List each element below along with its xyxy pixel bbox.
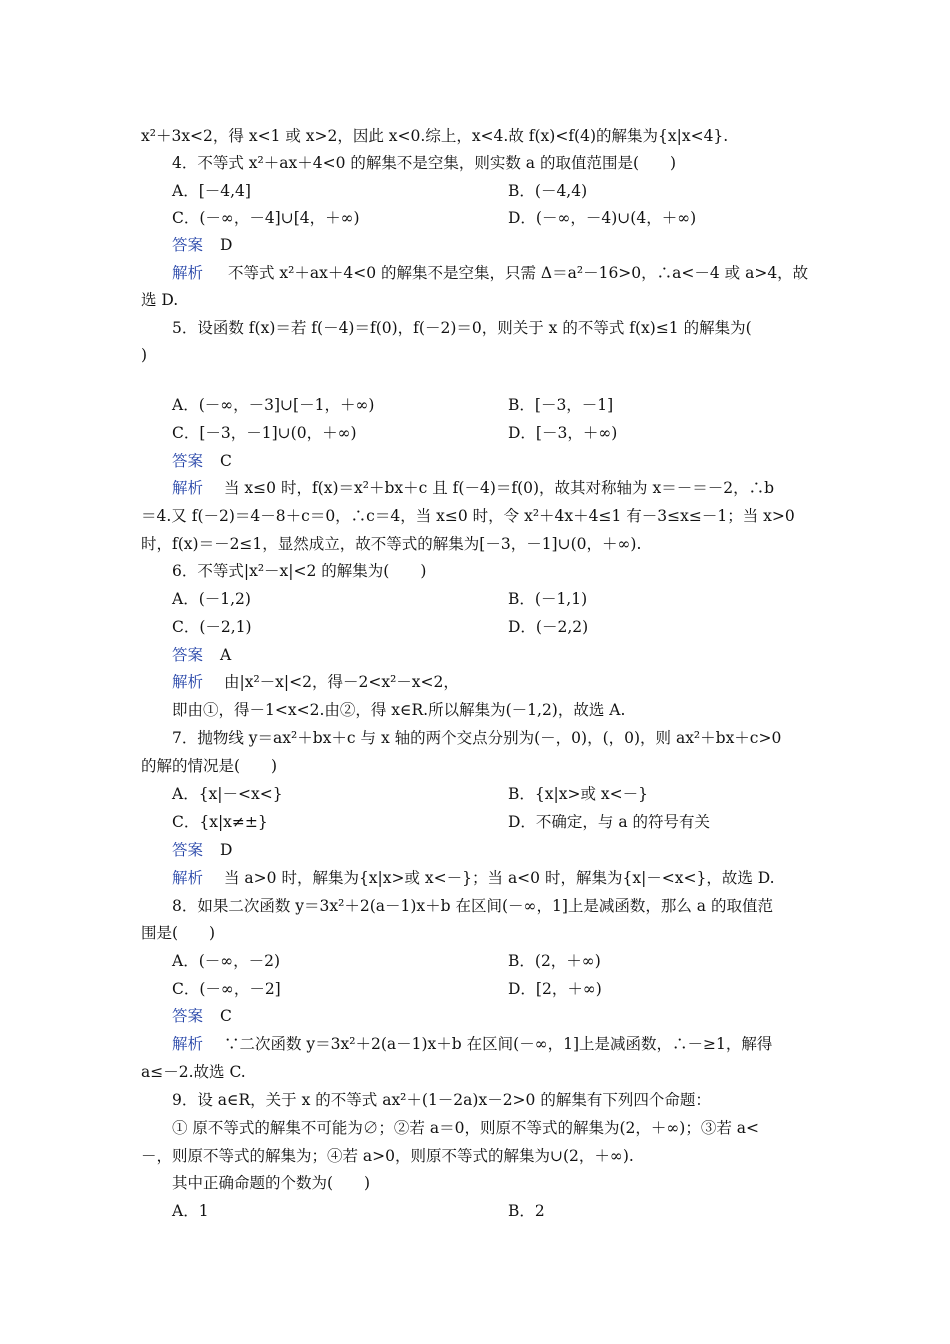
text-line: ) [141, 346, 148, 364]
option-d: D．不确定，与 a 的符号有关 [508, 813, 711, 831]
analysis-label: 解析 [172, 479, 204, 497]
option-c: C．{x|x≠±} [172, 813, 268, 831]
option-b: B．(－4,4) [508, 182, 588, 200]
text-line: 围是( ) [141, 924, 216, 942]
option-c: C．(－2,1) [172, 618, 252, 636]
option-d: D．[－3，＋∞) [508, 424, 618, 442]
option-a: A．(－∞，－3]∪[－1，＋∞) [172, 396, 375, 414]
option-c: C．[－3，－1]∪(0，＋∞) [172, 424, 357, 442]
analysis-text: 不等式 x²＋ax＋4<0 的解集不是空集，只需 Δ＝a²－16>0，∴a<－4 或 a>4，故 [228, 264, 809, 282]
question-9: 9．设 a∈R，关于 x 的不等式 ax²＋(1－2a)x－2>0 的解集有下列四个命题： [172, 1091, 711, 1109]
option-a: A．{x|－<x<} [172, 785, 283, 803]
analysis-text: 由|x²－x|<2，得－2<x²－x<2， [224, 673, 459, 691]
text-line: ① 原不等式的解集不可能为∅；②若 a＝0，则原不等式的解集为(2，＋∞)；③若 a< [172, 1119, 759, 1137]
option-a: A．(－∞，－2) [172, 952, 281, 970]
option-c: C．(－∞，－2] [172, 980, 281, 998]
option-b: B．2 [508, 1202, 545, 1220]
answer-label: 答案 [172, 452, 204, 470]
analysis-label: 解析 [172, 673, 204, 691]
question-4: 4．不等式 x²＋ax＋4<0 的解集不是空集，则实数 a 的取值范围是( ) [172, 154, 677, 172]
text-line: x²＋3x<2，得 x<1 或 x>2，因此 x<0.综上，x<4.故 f(x)<f(4)的解集为{x|x<4}. [141, 127, 729, 145]
text-line: a≤－2.故选 C. [141, 1063, 246, 1081]
answer-value: C [220, 1007, 232, 1025]
option-b: B．[－3，－1] [508, 396, 614, 414]
option-b: B．(2，＋∞) [508, 952, 601, 970]
text-line: 时，f(x)＝－2≤1，显然成立，故不等式的解集为[－3，－1]∪(0，＋∞). [141, 535, 642, 553]
option-d: D．[2，＋∞) [508, 980, 602, 998]
option-a: A．(－1,2) [172, 590, 251, 608]
answer-label: 答案 [172, 841, 204, 859]
option-a: A．[－4,4] [172, 182, 251, 200]
analysis-label: 解析 [172, 264, 204, 282]
option-a: A．1 [172, 1202, 209, 1220]
text-line: 其中正确命题的个数为( ) [172, 1174, 371, 1192]
option-b: B．(－1,1) [508, 590, 588, 608]
option-d: D．(－∞，－4)∪(4，＋∞) [508, 209, 697, 227]
answer-label: 答案 [172, 1007, 204, 1025]
question-5: 5．设函数 f(x)＝若 f(－4)＝f(0)，f(－2)＝0，则关于 x 的不等式 f(x)≤1 的解集为( [172, 319, 752, 337]
answer-value: D [220, 841, 233, 859]
text-line: 的解的情况是( ) [141, 757, 278, 775]
analysis-text: 当 a>0 时，解集为{x|x>或 x<－}；当 a<0 时，解集为{x|－<x<}，故选 D. [224, 869, 775, 887]
analysis-label: 解析 [172, 869, 204, 887]
answer-label: 答案 [172, 236, 204, 254]
answer-value: D [220, 236, 233, 254]
text-line: ＝4.又 f(－2)＝4－8＋c＝0，∴c＝4，当 x≤0 时，令 x²＋4x＋4≤1 有－3≤x≤－1；当 x>0 [141, 507, 795, 525]
text-line: －，则原不等式的解集为；④若 a>0，则原不等式的解集为∪(2，＋∞). [141, 1147, 634, 1165]
option-b: B．{x|x>或 x<－} [508, 785, 648, 803]
answer-value: A [220, 646, 232, 664]
analysis-text: 当 x≤0 时，f(x)＝x²＋bx＋c 且 f(－4)＝f(0)，故其对称轴为 x＝－＝－2，∴b [224, 479, 775, 497]
option-d: D．(－2,2) [508, 618, 589, 636]
question-7: 7．抛物线 y＝ax²＋bx＋c 与 x 轴的两个交点分别为(－，0)，(，0)，则 ax²＋bx＋c>0 [172, 729, 782, 747]
analysis-label: 解析 [172, 1035, 204, 1053]
text-line: 选 D. [141, 291, 179, 309]
analysis-text: ∵二次函数 y＝3x²＋2(a－1)x＋b 在区间(－∞，1]上是减函数，∴－≥1，解得 [224, 1035, 773, 1053]
answer-label: 答案 [172, 646, 204, 664]
question-6: 6．不等式|x²－x|<2 的解集为( ) [172, 562, 427, 580]
text-line: 即由①，得－1<x<2.由②，得 x∈R.所以解集为(－1,2)，故选 A. [172, 701, 626, 719]
answer-value: C [220, 452, 232, 470]
question-8: 8．如果二次函数 y＝3x²＋2(a－1)x＋b 在区间(－∞，1]上是减函数，那么 a 的取值范 [172, 897, 773, 915]
option-c: C．(－∞，－4]∪[4，＋∞) [172, 209, 360, 227]
